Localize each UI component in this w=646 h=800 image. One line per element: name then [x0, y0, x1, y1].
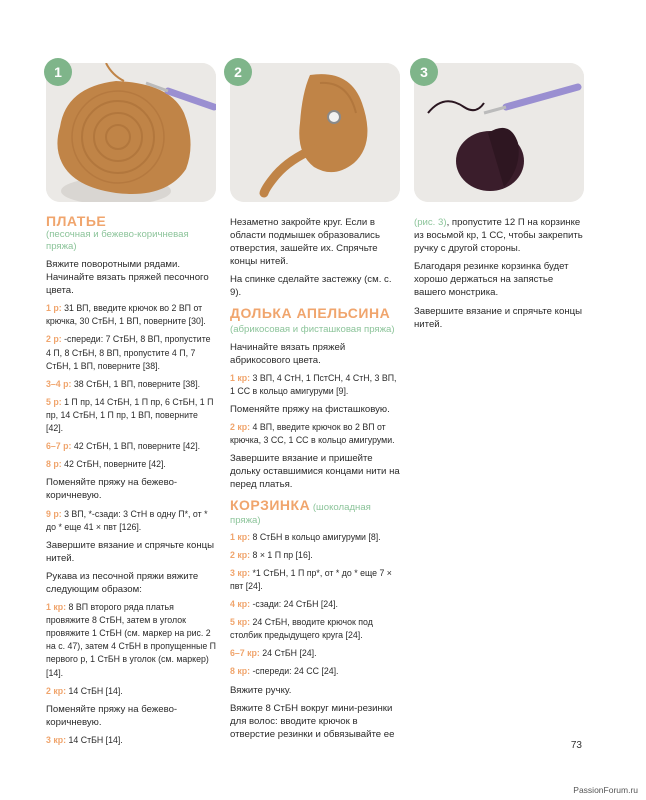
section-header-orange [230, 306, 400, 337]
watermark: PassionForum.ru [573, 785, 638, 795]
dress-finish: Завершите вязание и спрячьте концы нитей. [46, 539, 215, 564]
basket-finish: Завершите вязание и спрячьте концы нитей. [414, 305, 583, 330]
section-title-basket: КОРЗИНКА [230, 496, 311, 513]
photo-step-2 [230, 63, 400, 202]
page-number: 73 [570, 740, 582, 751]
dress-row-1: 1 р: 31 ВП, введите крючок во 2 ВП от крючка, 30 СтБН, 1 ВП, поверните [30]. [46, 303, 206, 327]
orange-row-1: 1 кр: 3 ВП, 4 СтН, 1 ПстСН, 4 СтН, 3 ВП, 1 СС в кольцо амигуруми [9]. [230, 372, 397, 396]
basket-row-1: 1 кр: 8 СтБН в кольцо амигуруми [8]. [230, 531, 381, 542]
dress-intro: Вяжите поворотными рядами. Начинайте вязать пряжей песочного цвета. [46, 259, 209, 297]
dress-row-3-4: 3–4 р: 38 СтБН, 1 ВП, поверните [38]. [46, 378, 201, 389]
orange-change-yarn: Поменяйте пряжу на фисташковую. [230, 403, 390, 415]
basket-handle-instructions: Вяжите 8 СтБН вокруг мини-резинки для волос: вводите крючок в отверстие резинки и обвязывайте ее [230, 702, 395, 740]
column-2 [230, 216, 400, 746]
basket-row-5: 5 кр: 24 СтБН, вводите крючок под столбик предыдущего круга [24]. [230, 617, 373, 641]
basket-row-3: 3 кр: *1 СтБН, 1 П пр*, от * до * еще 7 × пвт [24]. [230, 567, 392, 591]
orange-finish: Завершите вязание и пришейте дольку оставшимися концами нити на перед платья. [230, 453, 400, 491]
orange-intro: Начинайте вязать пряжей абрикосового цвета. [230, 341, 346, 366]
basket-row-2: 2 кр: 8 × 1 П пр [16]. [230, 549, 313, 560]
dress-row-9: 9 р: 3 ВП, *-сзади: 3 СтН в одну П*, от * до * еще 41 × пвт [126]. [46, 508, 208, 532]
sleeves-intro: Рукава из песочной пряжи вяжите следующим образом: [46, 570, 199, 595]
sleeve-row-1: 1 кр: 8 ВП второго ряда платья провяжите 8 СтБН, затем в уголок провяжите 1 СтБН (см. маркер на рис. 2 на с. 47), затем 4 СтБН в пропущенные П первого р, 1 СтБН в уголок (см. маркер) [14]. [46, 602, 216, 678]
dress-row-8: 8 р: 42 СтБН, поверните [42]. [46, 459, 166, 470]
basket-row-8: 8 кр: -спереди: 24 СС [24]. [230, 666, 339, 677]
column-3 [414, 216, 584, 336]
section-subtitle-basket: (шоколадная пряжа) [230, 501, 371, 526]
step-badge-3: 3 [410, 58, 438, 86]
sleeve-change-yarn: Поменяйте пряжу на бежево-коричневую. [46, 703, 178, 728]
dress-row-2: 2 р: -спереди: 7 СтБН, 8 ВП, пропустите 4 П, 8 СтБН, 8 ВП, пропустите 4 П, 7 СтБН, 1 ВП, поверните [38]. [46, 334, 211, 371]
photo-step-3 [414, 63, 584, 202]
dress-row-6-7: 6–7 р: 42 СтБН, 1 ВП, поверните [42]. [46, 441, 201, 452]
basket-elastic-note: Благодаря резинке корзинка будет хорошо держаться на запястье вашего монстрика. [414, 261, 569, 299]
sleeve-row-3: 3 кр: 14 СтБН [14]. [46, 734, 123, 745]
dress-row-5: 5 р: 1 П пр, 14 СтБН, 1 П пр, 6 СтБН, 1 П пр, 14 СтБН, 1 П пр, 1 ВП, поверните [42]. [46, 396, 214, 434]
basket-handle-continued: (рис. 3), пропустите 12 П на корзинке из восьмой кр, 1 СС, чтобы закрепить ручку с другой стороны. [414, 217, 583, 255]
section-header-basket [230, 498, 400, 527]
dress-change-yarn: Поменяйте пряжу на бежево-коричневую. [46, 477, 178, 502]
sleeve-row-2: 2 кр: 14 СтБН [14]. [46, 685, 123, 696]
dress-close: Незаметно закройте круг. Если в области подмышек образовались отверстия, зашейте их. Спрячьте концы нитей. [230, 217, 380, 268]
basket-row-6-7: 6–7 кр: 24 СтБН [24]. [230, 648, 317, 659]
dress-clasp: На спинке сделайте застежку (см. с. 9). [230, 274, 392, 299]
basket-handle: Вяжите ручку. [230, 684, 292, 696]
section-subtitle-dress: (песочная и бежево-коричневая пряжа) [46, 229, 189, 252]
figure-ref: (рис. 3) [414, 217, 447, 228]
photo-step-1 [46, 63, 216, 202]
column-1 [46, 214, 216, 752]
step-badge-1: 1 [44, 58, 72, 86]
section-title-dress: ПЛАТЬЕ [46, 213, 107, 229]
orange-row-2: 2 кр: 4 ВП, введите крючок во 2 ВП от крючка, 3 СС, 1 СС в кольцо амигуруми. [230, 422, 395, 446]
step-badge-2: 2 [224, 58, 252, 86]
section-subtitle-orange: (абрикосовая и фисташковая пряжа) [230, 323, 395, 335]
section-title-orange: ДОЛЬКА АПЕЛЬСИНА [230, 304, 391, 321]
basket-row-4: 4 кр: -сзади: 24 СтБН [24]. [230, 599, 338, 610]
